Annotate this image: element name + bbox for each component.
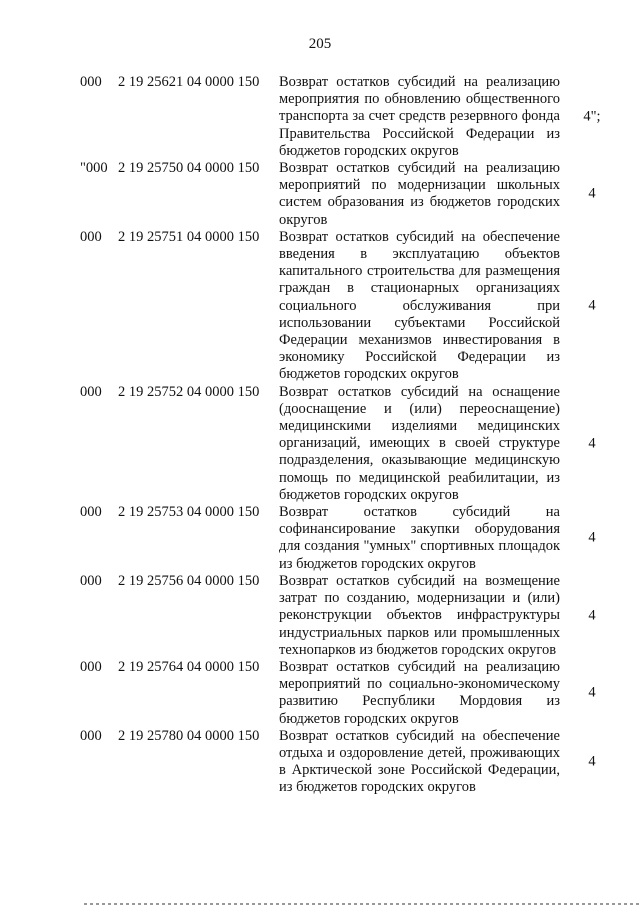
table-row [0, 160, 640, 229]
table-row [0, 229, 640, 384]
budget-code-table [0, 74, 640, 797]
budget-classification-code: 2 19 25621 04 0000 150 [118, 74, 260, 90]
budget-classification-code: 2 19 25756 04 0000 150 [118, 572, 260, 589]
appendix-number: 4 [588, 684, 596, 701]
budget-classification-code: 2 19 25750 04 0000 150 [118, 160, 260, 177]
income-name: Возврат остатков субсидий на обеспечение введения в эксплуатацию объектов капитального строительства для размещения граждан в стационарных организациях социального обслуживания при использовании субъектами Российской Федерации механизмов инвестирования в экономику Российской Федерации из бюджетов городских округов [279, 228, 560, 383]
table-row [0, 74, 640, 160]
income-name: Возврат остатков субсидий на софинансирование закупки оборудования для создания "умных" спортивных площадок из бюджетов городских округов [279, 504, 560, 572]
appendix-number: 4 [588, 435, 596, 452]
appendix-number: 4 [588, 607, 596, 624]
budget-classification-code: 2 19 25751 04 0000 150 [118, 228, 260, 245]
appendix-number: 4"; [583, 108, 601, 125]
appendix-number: 4 [588, 753, 596, 770]
budget-classification-code: 2 19 25764 04 0000 150 [118, 658, 260, 675]
appendix-number: 4 [588, 297, 596, 314]
budget-classification-code: 2 19 25753 04 0000 150 [118, 504, 260, 521]
table-row [0, 573, 640, 659]
admin-code: 000 [80, 727, 102, 744]
admin-code: 000 [80, 383, 102, 400]
income-name: Возврат остатков субсидий на оснащение (дооснащение и (или) переоснащение) медицинскими изделиями медицинских организаций, имеющих в своей структуре подразделения, оказывающие медицинскую помощь по медицинской реабилитации, из бюджетов городских округов [279, 383, 560, 503]
admin-code: "000 [80, 160, 108, 177]
admin-code: 000 [80, 74, 102, 90]
income-name: Возврат остатков субсидий на реализацию мероприятий по социально-экономическому развитию Республики Мордовия из бюджетов городских округов [279, 658, 560, 727]
income-name: Возврат остатков субсидий на реализацию мероприятий по модернизации школьных систем образования из бюджетов городских округов [279, 160, 560, 228]
income-name: Возврат остатков субсидий на реализацию мероприятия по обновлению общественного транспорта за счет средств резервного фонда Правительства Российской Федерации из бюджетов городских округов [279, 74, 560, 159]
admin-code: 000 [80, 658, 102, 675]
admin-code: 000 [80, 228, 102, 245]
budget-classification-code: 2 19 25752 04 0000 150 [118, 383, 260, 400]
appendix-number: 4 [588, 185, 596, 202]
table-row [0, 659, 640, 728]
page-number: 205 [308, 36, 332, 52]
appendix-number: 4 [588, 529, 596, 546]
income-name: Возврат остатков субсидий на возмещение затрат по созданию, модернизации и (или) реконструкции объектов инфраструктуры индустриальных парков или промышленных технопарков из бюджетов городских округов [279, 572, 560, 658]
table-row [0, 384, 640, 504]
table-row [0, 504, 640, 573]
admin-code: 000 [80, 572, 102, 589]
budget-classification-code: 2 19 25780 04 0000 150 [118, 727, 260, 744]
table-row [0, 728, 640, 797]
income-name: Возврат остатков субсидий на обеспечение отдыха и оздоровление детей, проживающих в Арктической зоне Российской Федерации, из бюджетов городских округов [279, 727, 560, 796]
admin-code: 000 [80, 504, 102, 521]
